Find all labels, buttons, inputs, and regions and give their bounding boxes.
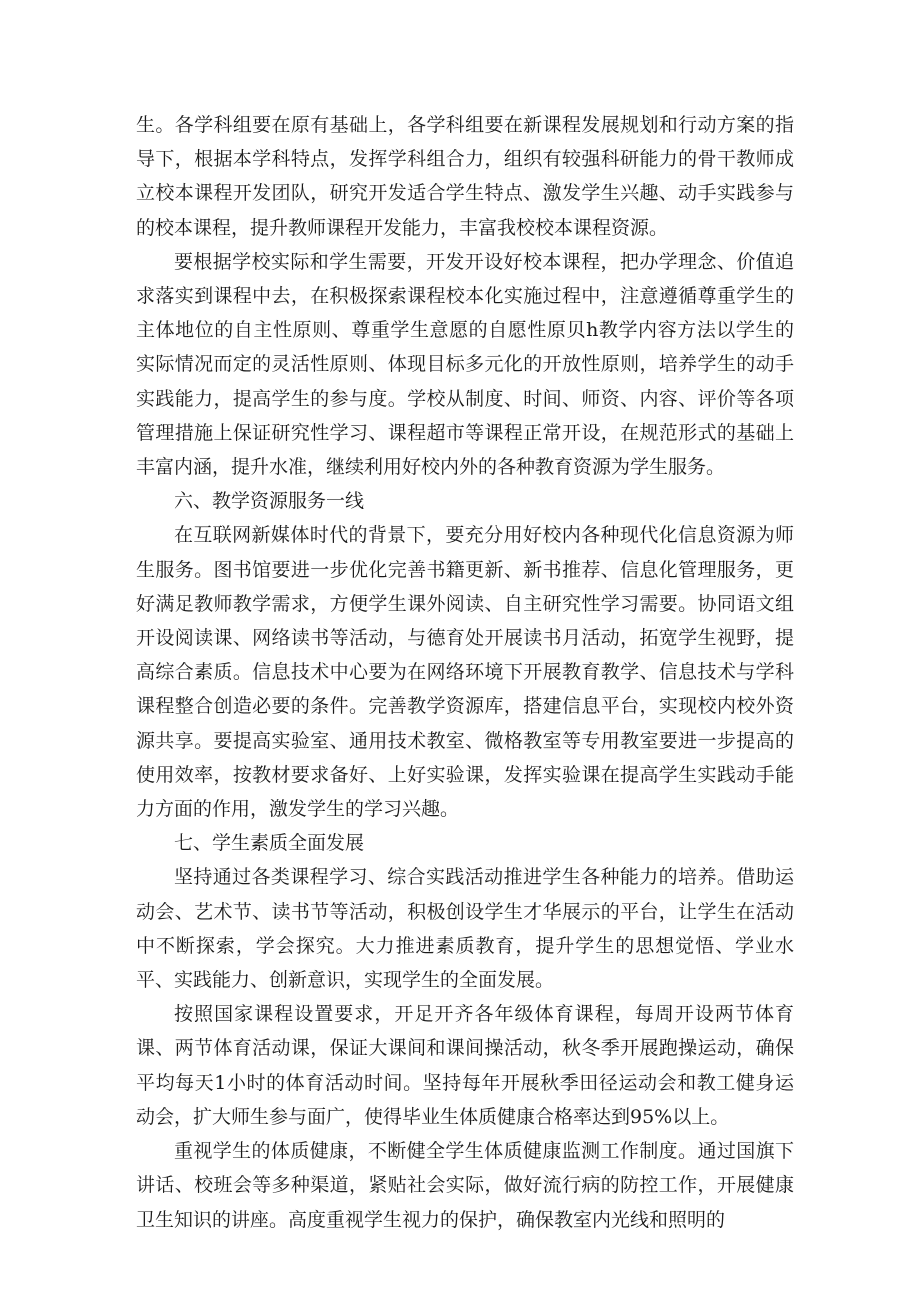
paragraph-student-abilities: 坚持通过各类课程学习、综合实践活动推进学生各种能力的培养。借助运动会、艺术节、读书节等活动，积极创设学生才华展示的平台，让学生在活动中不断探索，学会探究。大力推进素质教育，提升学生的思想觉悟、学业水平、实践能力、创新意识，实现学生的全面发展。 <box>136 866 794 992</box>
document-body <box>136 108 794 1237</box>
section-heading-student-development: 七、学生素质全面发展 <box>174 832 365 855</box>
section-heading-teaching-resources: 六、教学资源服务一线 <box>174 490 365 513</box>
paragraph-student-health: 重视学生的体质健康，不断健全学生体质健康监测工作制度。通过国旗下讲话、校班会等多种渠道，紧贴社会实际，做好流行病的防控工作，开展健康卫生知识的讲座。高度重视学生视力的保护，确保教室内光线和照明的 <box>136 1140 794 1231</box>
paragraph-physical-education: 按照国家课程设置要求，开足开齐各年级体育课程，每周开设两节体育课、两节体育活动课，保证大课间和课间操活动，秋冬季开展跑操运动，确保平均每天1小时的体育活动时间。坚持每年开展秋季田径运动会和教工健身运动会，扩大师生参与面广，使得毕业生体质健康合格率达到95%以上。 <box>136 1003 794 1128</box>
paragraph-teaching-resources: 在互联网新媒体时代的背景下，要充分用好校内各种现代化信息资源为师生服务。图书馆要进一步优化完善书籍更新、新书推荐、信息化管理服务，更好满足教师教学需求，方便学生课外阅读、自主研究性学习需要。协同语文组开设阅读课、网络读书等活动，与德育处开展读书月活动，拓宽学生视野，提高综合素质。信息技术中心要为在网络环境下开展教育教学、信息技术与学科课程整合创造必要的条件。完善教学资源库，搭建信息平台，实现校内校外资源共享。要提高实验室、通用技术教室、微格教室等专用教室要进一步提高的使用效率，按教材要求备好、上好实验课，发挥实验课在提高学生实践动手能力方面的作用，激发学生的学习兴趣。 <box>136 524 794 821</box>
paragraph-continuation: 生。各学科组要在原有基础上，各学科组要在新课程发展规划和行动方案的指导下，根据本学科特点，发挥学科组合力，组织有较强科研能力的骨干教师成立校本课程开发团队，研究开发适合学生特点、激发学生兴趣、动手实践参与的校本课程，提升教师课程开发能力，丰富我校校本课程资源。 <box>136 114 794 239</box>
paragraph-school-curriculum: 要根据学校实际和学生需要，开发开设好校本课程，把办学理念、价值追求落实到课程中去，在积极探索课程校本化实施过程中，注意遵循尊重学生的主体地位的自主性原则、尊重学生意愿的自愿性原贝h教学内容方法以学生的实际情况而定的灵活性原则、体现目标多元化的开放性原则，培养学生的动手实践能力，提高学生的参与度。学校从制度、时间、师资、内容、评价等各项管理措施上保证研究性学习、课程超市等课程正常开设，在规范形式的基础上丰富内涵，提升水准，继续利用好校内外的各种教育资源为学生服务。 <box>136 250 794 479</box>
